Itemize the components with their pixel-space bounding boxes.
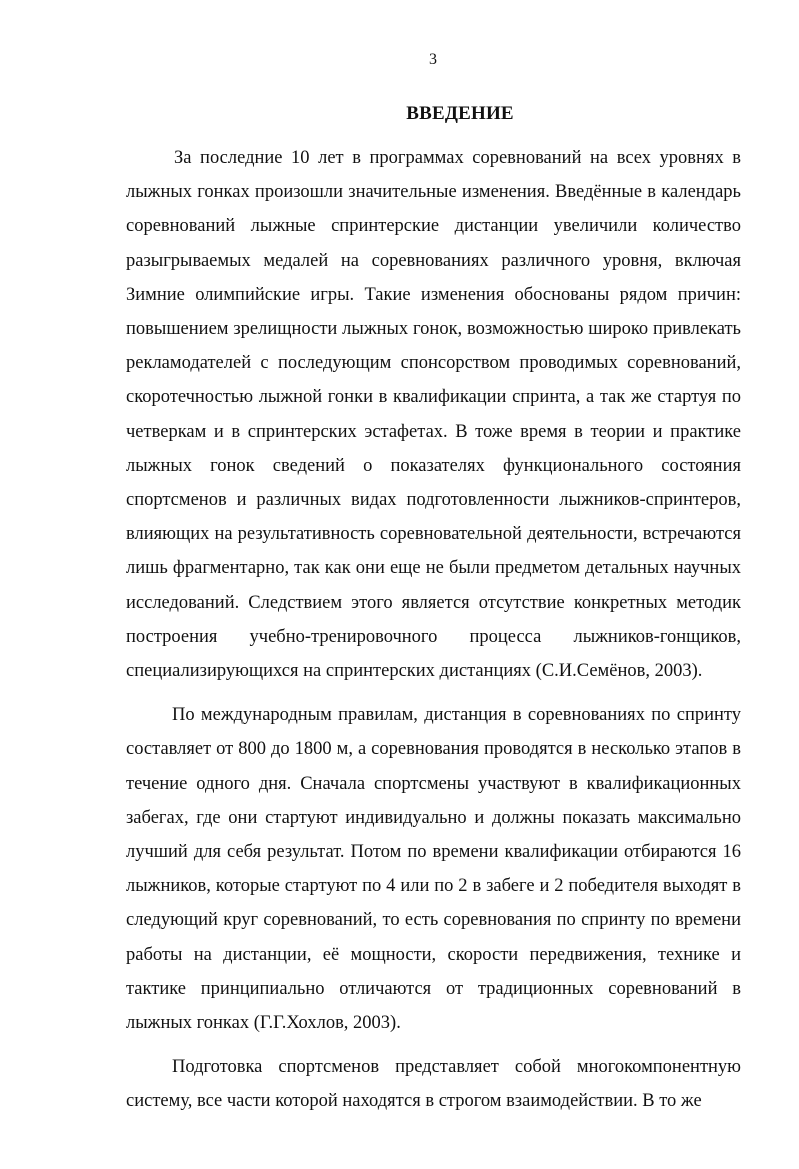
body-text — [126, 141, 741, 1119]
paragraph-athlete-preparation: Подготовка спортсменов представляет собой многокомпонентную систему, все части которой находятся в строгом взаимодействии. В то же — [126, 1057, 741, 1112]
page-number: 3 — [429, 51, 437, 68]
section-title: ВВЕДЕНИЕ — [406, 103, 514, 124]
paragraph-sprint-changes: За последние 10 лет в программах соревнований на всех уровнях в лыжных гонках произошли значительные изменения. Введённые в календарь соревнований лыжные спринтерские дистанции увеличили количество разыгрываемых медалей на соревнованиях различного уровня, включая Зимние олимпийские игры. Такие изменения обоснованы рядом причин: повышением зрелищности лыжных гонок, возможностью широко привлекать рекламодателей с последующим спонсорством проводимых соревнований, скоротечностью лыжной гонки в квалификации спринта, а так же стартуя по четверкам и в спринтерских эстафетах. В тоже время в теории и практике лыжных гонок сведений о показателях функционального состояния спортсменов и различных видах подготовленности лыжников-спринтеров, влияющих на результативность соревновательной деятельности, встречаются лишь фрагментарно, так как они еще не были предметом детальных научных исследований. Следствием этого является отсутствие конкретных методик построения учебно-тренировочного процесса лыжников-гонщиков, специализирующихся на спринтерских дистанциях (С.И.Семёнов, 2003). — [126, 148, 741, 682]
paragraph-sprint-rules: По международным правилам, дистанция в соревнованиях по спринту составляет от 800 до 1800 м, а соревнования проводятся в несколько этапов в течение одного дня. Сначала спортсмены участвуют в квалификационных забегах, где они стартуют индивидуально и должны показать максимально лучший для себя результат. Потом по времени квалификации отбираются 16 лыжников, которые стартуют по 4 или по 2 в забеге и 2 победителя выходят в следующий круг соревнований, то есть соревнования по спринту по времени работы на дистанции, её мощности, скорости передвижения, технике и тактике принципиально отличаются от традиционных соревнований в лыжных гонках (Г.Г.Хохлов, 2003). — [126, 705, 741, 1034]
